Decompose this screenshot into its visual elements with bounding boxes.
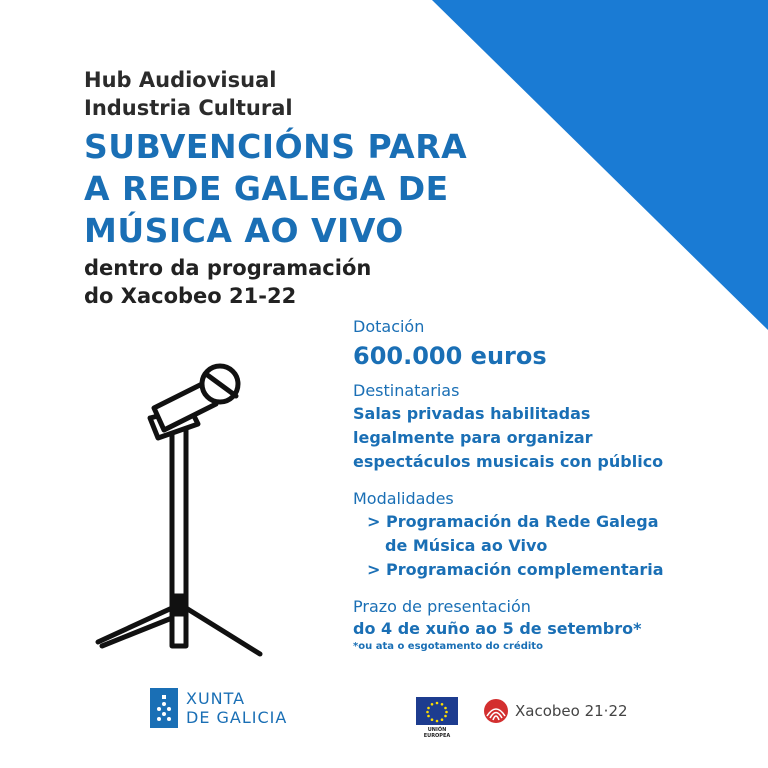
destinatarias-line-2: legalmente para organizar (353, 428, 593, 447)
xacobeo-shell-icon (483, 698, 509, 724)
modalidade-2: > Programación complementaria (367, 560, 664, 579)
subtitle-line-1: dentro da programación (84, 256, 372, 280)
modalidades-label: Modalidades (353, 489, 454, 508)
main-title (84, 126, 467, 252)
info-panel (353, 316, 753, 654)
prazo-note: *ou ata o esgotamento do crédito (353, 641, 543, 652)
xunta-shield-icon (150, 688, 178, 728)
xunta-wordmark (186, 689, 287, 727)
title-line-2: A REDE GALEGA DE (84, 169, 449, 208)
microphone-stand-icon (88, 356, 274, 662)
destinatarias-label: Destinatarias (353, 381, 460, 400)
prazo-label: Prazo de presentación (353, 597, 531, 616)
destinatarias-line-3: espectáculos musicais con público (353, 452, 664, 471)
subtitle (84, 254, 371, 310)
modalidades-list (353, 510, 753, 582)
list-item (353, 510, 753, 558)
modalidade-1-line-2: de Música ao Vivo (385, 536, 548, 555)
eu-flag-icon (416, 697, 458, 725)
hub-heading (84, 66, 293, 122)
xunta-line-1: XUNTA (186, 689, 246, 708)
eu-logo (416, 697, 458, 739)
dotacion-label: Dotación (353, 317, 425, 336)
destinatarias-line-1: Salas privadas habilitadas (353, 404, 591, 423)
xacobeo-logo (483, 698, 628, 724)
prazo-value: do 4 de xuño ao 5 de setembro* (353, 619, 642, 638)
subtitle-line-2: do Xacobeo 21-22 (84, 284, 297, 308)
xunta-logo (150, 688, 287, 728)
xacobeo-text: Xacobeo 21·22 (515, 702, 628, 720)
dotacion-value: 600.000 euros (353, 342, 547, 370)
hub-line-1: Hub Audiovisual (84, 68, 277, 92)
eu-caption: UNIÓN EUROPEA (423, 727, 451, 739)
title-line-1: SUBVENCIÓNS PARA (84, 127, 468, 166)
xunta-line-2: DE GALICIA (186, 708, 288, 727)
modalidade-1-line-1: > Programación da Rede Galega (367, 512, 659, 531)
list-item (353, 558, 753, 582)
title-line-3: MÚSICA AO VIVO (84, 211, 404, 250)
hub-line-2: Industria Cultural (84, 96, 293, 120)
